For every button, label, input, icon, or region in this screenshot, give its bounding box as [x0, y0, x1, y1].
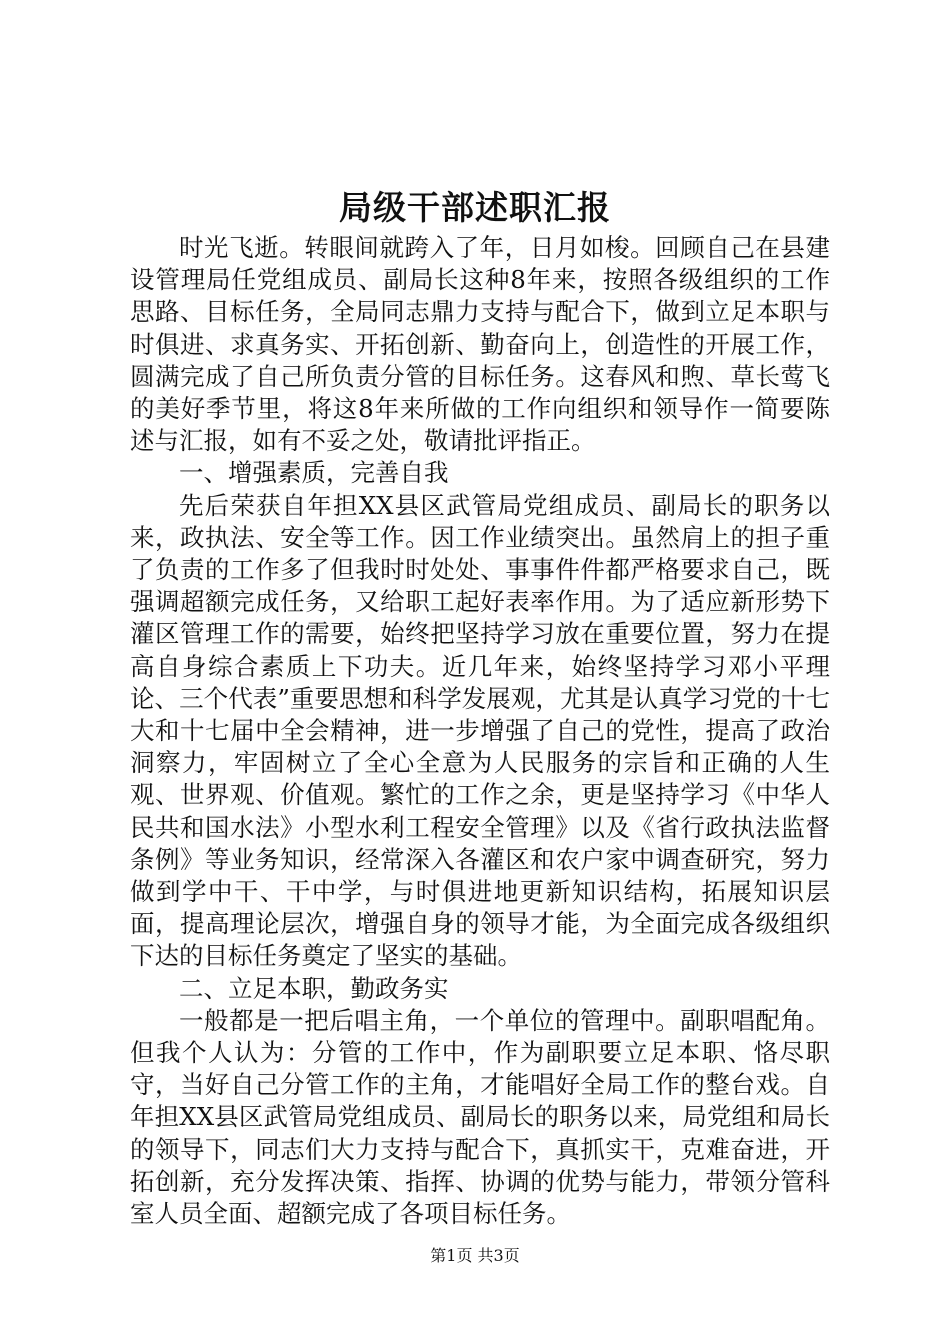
section-heading-2: 二、立足本职，勤政务实 [179, 973, 449, 1003]
paragraph-section-2: 一般都是一把后唱主角，一个单位的管理中。副职唱配角。但我个人认为：分管的工作中，作为副职要立足本职、恪尽职守，当好自己分管工作的主角，才能唱好全局工作的整台戏。自年担XX县区武管局党组成员、副局长的职务以来，局党组和局长的领导下，同志们大力支持与配合下，真抓实干，克难奋进，开拓创新，充分发挥决策、指挥、协调的优势与能力，带领分管科室人员全面、超额完成了各项目标任务。 [130, 1005, 830, 1229]
page-footer: 第1页 共3页 [430, 1246, 520, 1265]
paragraph-intro: 时光飞逝。转眼间就跨入了年，日月如梭。回顾自己在县建设管理局任党组成员、副局长这种8年来，按照各级组织的工作思路、目标任务，全局同志鼎力支持与配合下，做到立足本职与时俱进、求真务实、开拓创新、勤奋向上，创造性的开展工作，圆满完成了自己所负责分管的目标任务。这春风和煦、草长莺飞的美好季节里，将这8年来所做的工作向组织和领导作一简要陈述与汇报，如有不妥之处，敬请批评指正。 [130, 233, 830, 456]
paragraph-section-1: 先后荣获自年担XX县区武管局党组成员、副局长的职务以来，政执法、安全等工作。因工作业绩突出。虽然肩上的担子重了负责的工作多了但我时时处处、事事件件都严格要求自己，既强调超额完成任务，又给职工起好表率作用。为了适应新形势下灌区管理工作的需要，始终把坚持学习放在重要位置，努力在提高自身综合素质上下功夫。近几年来，始终坚持学习邓小平理论、三个代表”重要思想和科学发展观，尤其是认真学习党的十七大和十七届中全会精神，进一步增强了自己的党性，提高了政治洞察力，牢固树立了全心全意为人民服务的宗旨和正确的人生观、世界观、价值观。繁忙的工作之余，更是坚持学习《中华人民共和国水法》小型水利工程安全管理》以及《省行政执法监督条例》等业务知识，经常深入各灌区和农户家中调查研究，努力做到学中干、干中学，与时俱进地更新知识结构，拓展知识层面，提高理论层次，增强自身的领导才能，为全面完成各级组织下达的目标任务奠定了坚实的基础。 [130, 490, 830, 971]
document-title: 局级干部述职汇报 [339, 188, 611, 227]
document-body [130, 232, 830, 1230]
section-heading-1: 一、增强素质，完善自我 [179, 458, 449, 488]
